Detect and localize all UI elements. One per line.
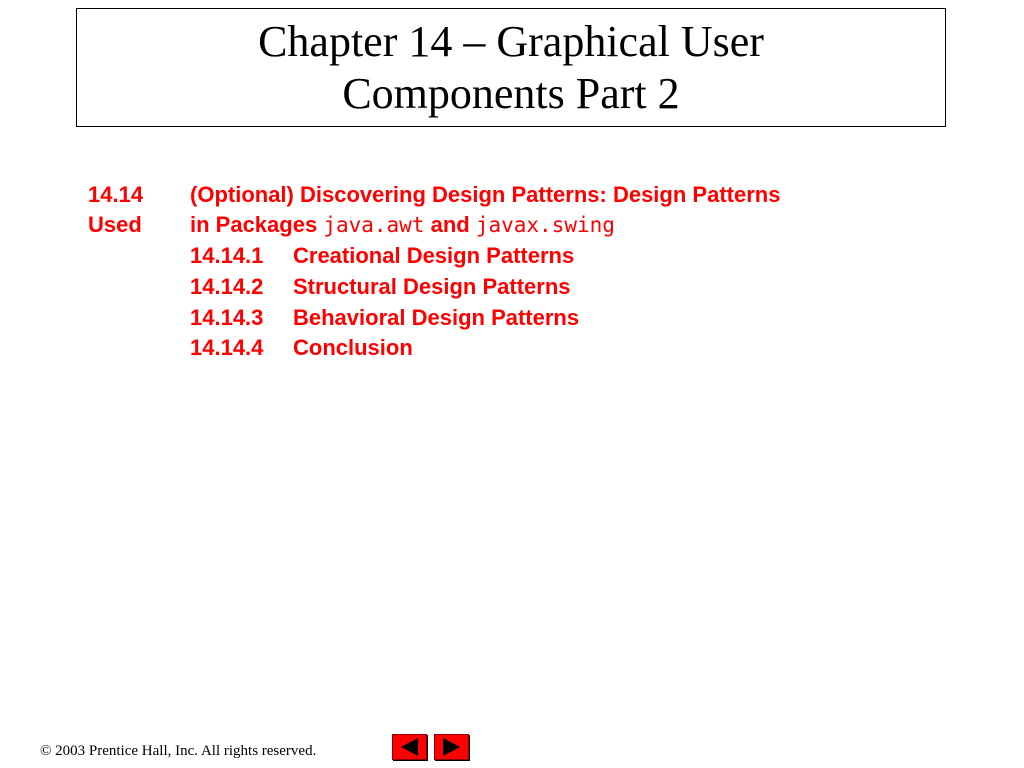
section-number-continued: Used — [88, 212, 142, 237]
previous-slide-button[interactable] — [392, 734, 427, 760]
title-line-1: Chapter 14 – Graphical User — [258, 16, 764, 66]
next-slide-button[interactable] — [434, 734, 469, 760]
package-java-awt: java.awt — [323, 213, 425, 237]
subsection-title: Conclusion — [293, 335, 413, 360]
title-box — [76, 8, 946, 127]
packages-label: in Packages — [190, 212, 318, 237]
subsection-number: 14.14.3 — [190, 305, 264, 330]
copyright-footer: © 2003 Prentice Hall, Inc. All rights reserved. — [40, 743, 317, 759]
subsection-title: Creational Design Patterns — [293, 243, 575, 268]
section-number: 14.14 — [88, 182, 144, 207]
subsection-number: 14.14.1 — [190, 243, 264, 268]
conjunction-text: and — [430, 212, 470, 237]
section-title-line-1: (Optional) Discovering Design Patterns: Design Patterns — [190, 182, 781, 207]
subsection-title: Behavioral Design Patterns — [293, 305, 580, 330]
section-title-line-2 — [190, 210, 615, 240]
title-line-2: Components Part 2 — [342, 68, 680, 118]
right-arrow-icon — [435, 735, 468, 759]
subsection-number: 14.14.4 — [190, 335, 264, 360]
subsection-title: Structural Design Patterns — [293, 274, 571, 299]
subsection-number: 14.14.2 — [190, 274, 264, 299]
package-javax-swing: javax.swing — [475, 213, 615, 237]
left-arrow-icon — [393, 735, 426, 759]
